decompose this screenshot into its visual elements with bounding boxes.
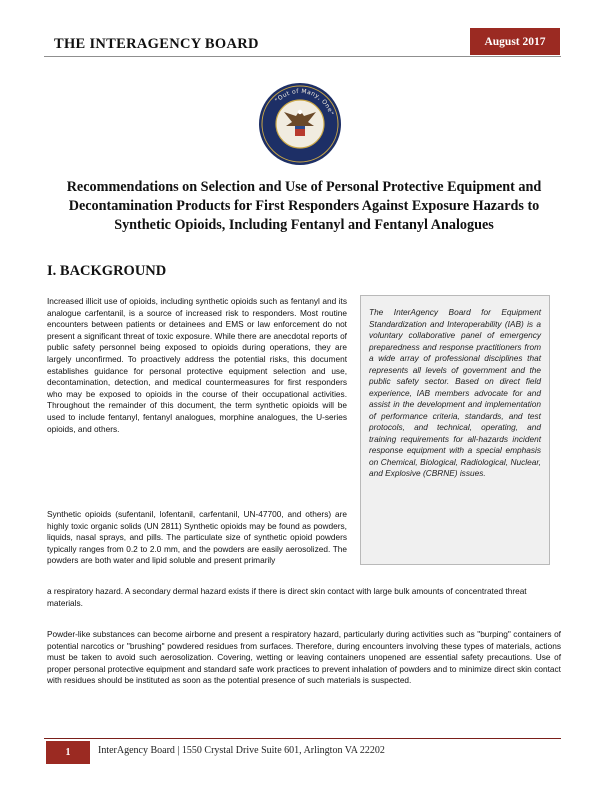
page-number: 1 — [46, 741, 90, 764]
background-paragraph-3: Powder-like substances can become airborne and present a respiratory hazard, particularly during activities such as "burping" containers of potential narcotics or "brushing" powdered residues from surfaces. Therefore, during encounters involving these types of materials, actions must be taken to avoid such aerosolization. Covering, wetting or leaving containers unopened are essential safety precautions. Use of proper personal protective equipment and standard safe work practices to prevent inhalation of powders and to minimize direct skin contact with residues should be instituted as soon as the potential presence of such materials is suspected. — [47, 629, 561, 686]
document-title: Recommendations on Selection and Use of Personal Protective Equipment and Decontamination Products for First Responders Against Exposure Hazards to Synthetic Opioids, Including Fentanyl and Fentanyl Analogues — [66, 179, 542, 233]
background-paragraph-2: Synthetic opioids (sufentanil, lofentanil, carfentanil, UN-47700, and others) are highly toxic organic solids (UN 2811) Synthetic opioids may be found as powders, liquids, nasal sprays, and pills. The particulate size of synthetic opioid powders typically ranges from 0.2 to 2.0 mm, and the powders are easily aerosolized. The powders are both water and lipid soluble and present primarily — [47, 509, 347, 566]
footer-divider — [44, 738, 561, 739]
seal-motto: "Out of Many, One" — [273, 87, 335, 117]
background-paragraph-2-continued: a respiratory hazard. A secondary dermal hazard exists if there is direct skin contact with large bulk amounts of concentrated threat materials. — [47, 586, 527, 608]
interagency-board-seal-icon — [258, 82, 342, 166]
organization-name: THE INTERAGENCY BOARD — [54, 36, 259, 52]
section-heading: I. BACKGROUND — [47, 263, 167, 279]
iab-sidebar-box — [360, 295, 550, 565]
sidebar-text: The InterAgency Board for Equipment Standardization and Interoperability (IAB) is a voluntary collaborative panel of emergency preparedness and response practitioners from a wide array of professional disciplines that represents all levels of government and the public safety sector. Based on direct field experience, IAB members advocate for and assist in the development and implementation of performance criteria, standards, and test protocols, and technical, operating, and training requirements for all-hazards incident response equipment with a special emphasis on Chemical, Biological, Radiological, Nuclear, and Explosive (CBRNE) issues. — [369, 307, 541, 478]
background-paragraph-1: Increased illicit use of opioids, including synthetic opioids such as fentanyl and its analogue carfentanil, is a source of increased risk to responders. Most routine encounters between patients or detainees and EMS or law enforcement do not present a significant threat of toxic exposure. While there are anecdotal reports of public safety personnel being exposed to opioids during operations, they are largely unconfirmed. To proactively address the potential risks, this document establishes guidance for personal protective equipment selection and use, decontamination, detection, and medical countermeasures for first responders who may be exposed to opioids in the course of their occupational activities. Throughout the remainder of this document, the term synthetic opioids will be used to include fentanyl, fentanyl analogues, morphine analogues, the U-series opioids, and others. — [47, 296, 347, 434]
footer-address: InterAgency Board | 1550 Crystal Drive Suite 601, Arlington VA 22202 — [98, 745, 385, 756]
header-divider — [44, 56, 561, 57]
date-badge: August 2017 — [470, 28, 560, 55]
